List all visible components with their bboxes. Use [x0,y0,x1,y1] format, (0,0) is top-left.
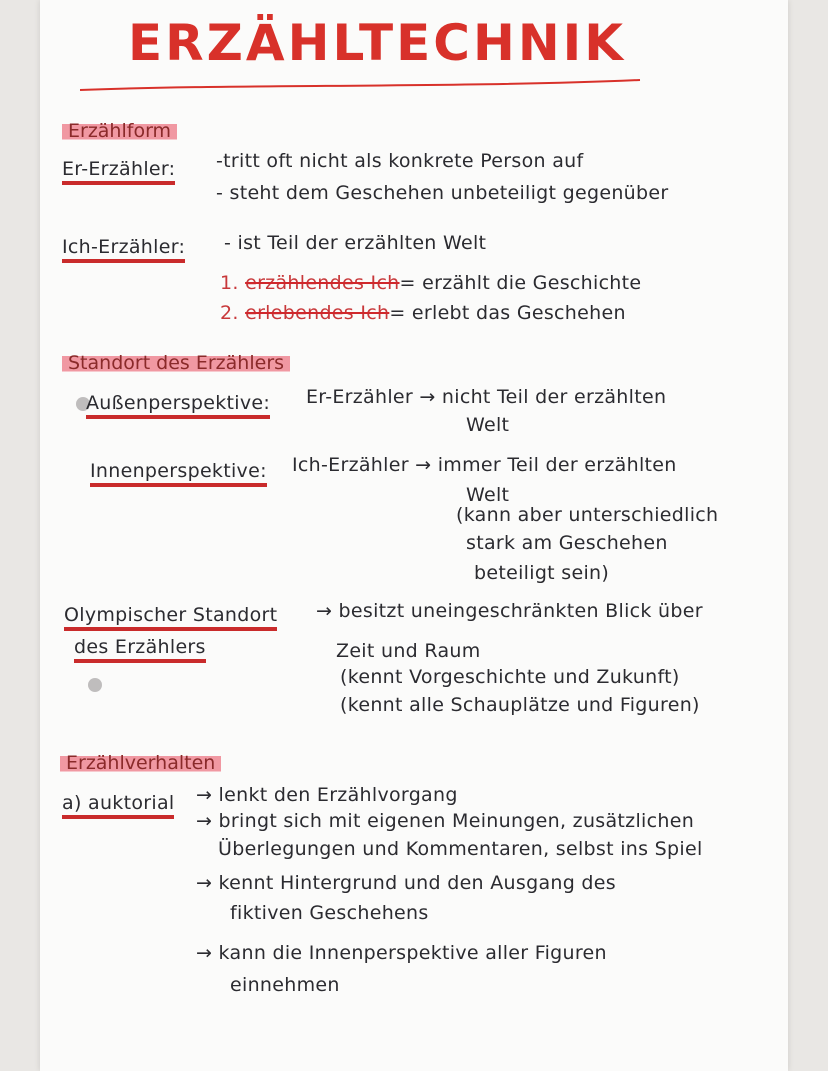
section-heading-erzaehlverhalten: Erzählverhalten [60,752,221,774]
aussenperspektive-label: Außenperspektive: [86,392,270,414]
notebook-page [40,0,788,1071]
olymp-line-4: (kennt alle Schauplätze und Figuren) [340,694,700,716]
section-heading-erzaehlform: Erzählform [62,120,177,142]
ich-erzaehler-label: Ich-Erzähler: [62,236,185,258]
innen-line-2: Welt [466,484,510,506]
auktorial-line-6: → kann die Innenperspektive aller Figuren [196,942,607,964]
er-erzaehler-line-1: -tritt oft nicht als konkrete Person auf [216,150,584,172]
auktorial-line-1: → lenkt den Erzählvorgang [196,784,458,806]
ich-item-1: 1. erzählendes Ich= erzählt die Geschichte [220,272,642,294]
ich-erzaehler-line: - ist Teil der erzählten Welt [224,232,487,254]
auktorial-line-4: → kennt Hintergrund und den Ausgang des [196,872,616,894]
title-swoosh [80,78,680,98]
innen-line-1: Ich-Erzähler → immer Teil der erzählten [292,454,677,476]
aussen-line-2: Welt [466,414,510,436]
er-erzaehler-label: Er-Erzähler: [62,158,175,180]
aussen-line-1: Er-Erzähler → nicht Teil der erzählten [306,386,667,408]
auktorial-line-3: Überlegungen und Kommentaren, selbst ins Spiel [218,838,703,860]
page-title: ERZÄHLTECHNIK [128,14,627,72]
olympischer-standort-label-2: des Erzählers [74,636,206,658]
olymp-line-2: Zeit und Raum [336,640,481,662]
ich-item-2: 2. erlebendes Ich= erlebt das Geschehen [220,302,626,324]
innenperspektive-label: Innenperspektive: [90,460,267,482]
page-hole-marker-2 [88,678,102,692]
auktorial-label: a) auktorial [62,792,174,814]
auktorial-line-2: → bringt sich mit eigenen Meinungen, zusätzlichen [196,810,695,832]
section-heading-standort: Standort des Erzählers [62,352,290,374]
olymp-line-1: → besitzt uneingeschränkten Blick über [316,600,703,622]
olympischer-standort-label-1: Olympischer Standort [64,604,277,626]
er-erzaehler-line-2: - steht dem Geschehen unbeteiligt gegenüber [216,182,669,204]
olymp-line-3: (kennt Vorgeschichte und Zukunft) [340,666,680,688]
innen-line-3: (kann aber unterschiedlich [456,504,719,526]
auktorial-line-7: einnehmen [230,974,340,996]
innen-line-4: stark am Geschehen [466,532,668,554]
auktorial-line-5: fiktiven Geschehens [230,902,429,924]
innen-line-5: beteiligt sein) [474,562,610,584]
